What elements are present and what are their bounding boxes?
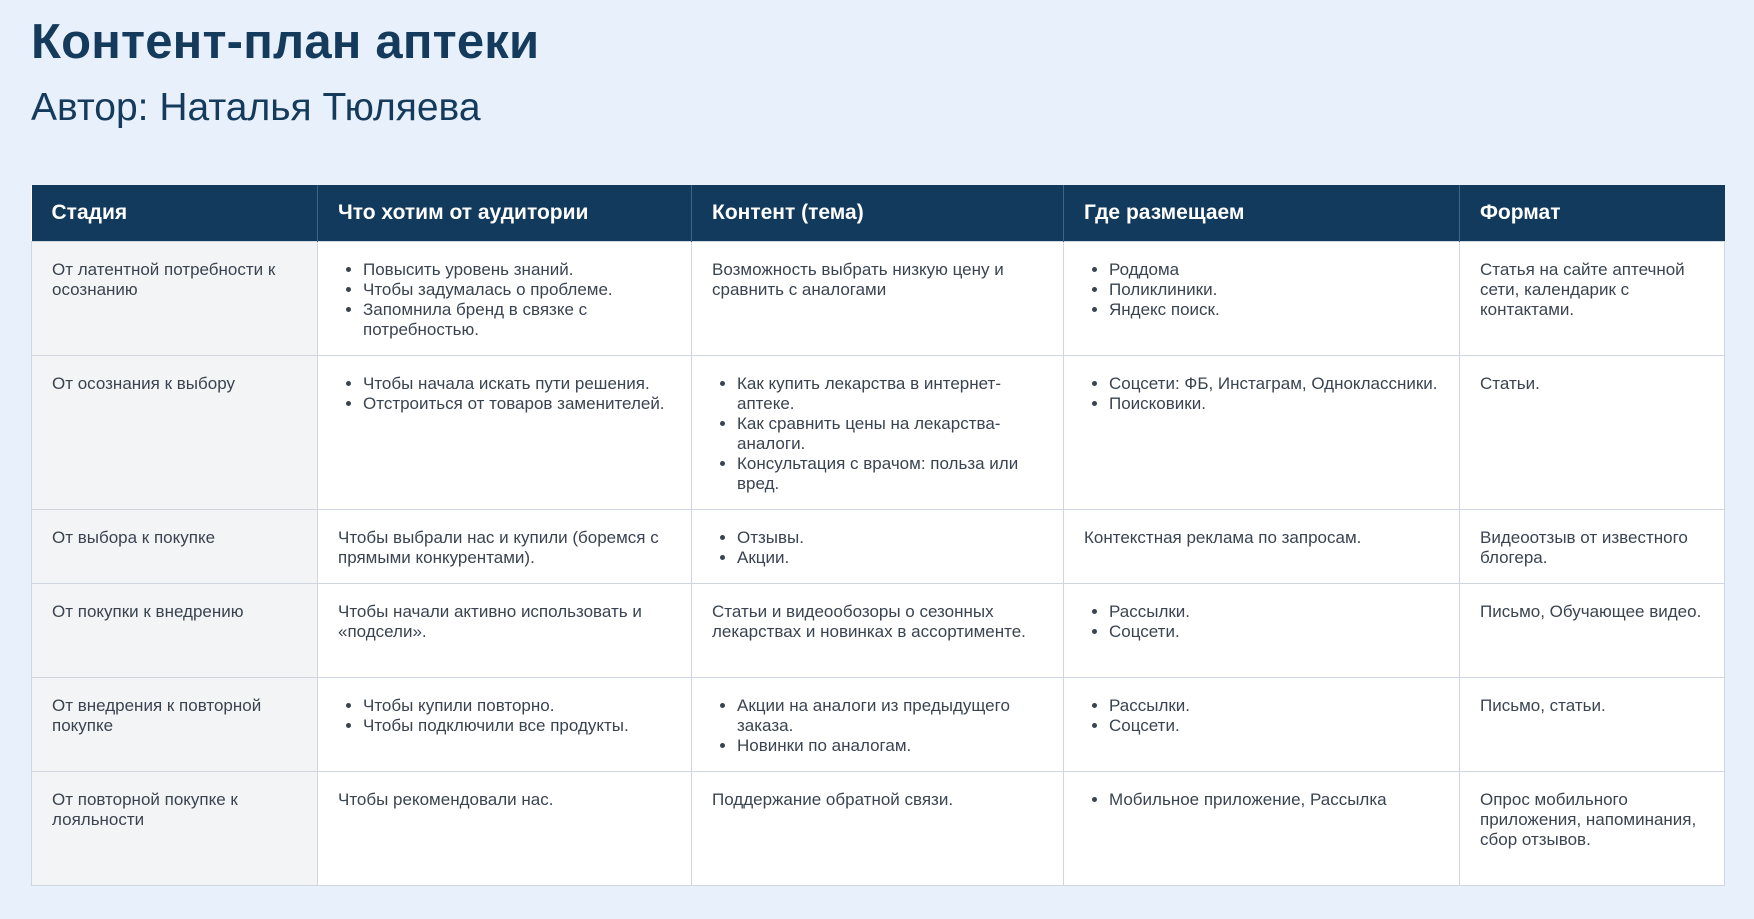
format-cell: Статьи.	[1460, 355, 1725, 509]
goal-cell	[318, 677, 692, 771]
goal-cell: Чтобы начали активно использовать и «подсели».	[318, 583, 692, 677]
list-item: • Акции.	[737, 548, 1043, 568]
content-cell	[692, 355, 1064, 509]
header-placement: Где размещаем	[1064, 185, 1460, 241]
goal-list	[338, 260, 671, 340]
page-title: Контент-план аптеки	[31, 15, 540, 69]
format-cell: Видеоотзыв от известного блогера.	[1460, 509, 1725, 583]
content-cell: Поддержание обратной связи.	[692, 771, 1064, 885]
goal-cell: Чтобы выбрали нас и купили (боремся с прямыми конкурентами).	[318, 509, 692, 583]
placement-cell	[1064, 241, 1460, 355]
format-cell: Письмо, Обучающее видео.	[1460, 583, 1725, 677]
list-item: • Отстроиться от товаров заменителей.	[363, 394, 671, 414]
table-header	[32, 185, 1725, 241]
goal-list	[338, 374, 671, 414]
format-cell: Опрос мобильного приложения, напоминания, сбор отзывов.	[1460, 771, 1725, 885]
header-format: Формат	[1460, 185, 1725, 241]
content-list	[712, 696, 1043, 756]
table-row	[32, 241, 1725, 355]
stage-cell: От внедрения к повторной покупке	[32, 677, 318, 771]
table-row	[32, 583, 1725, 677]
list-item: • Поликлиники.	[1109, 280, 1439, 300]
list-item: • Чтобы подключили все продукты.	[363, 716, 671, 736]
stage-cell: От повторной покупке к лояльности	[32, 771, 318, 885]
content-list	[712, 374, 1043, 494]
table-row	[32, 509, 1725, 583]
stage-cell: От выбора к покупке	[32, 509, 318, 583]
table-row	[32, 771, 1725, 885]
placement-list	[1084, 602, 1439, 642]
list-item: • Рассылки.	[1109, 696, 1439, 716]
list-item: • Яндекс поиск.	[1109, 300, 1439, 320]
goal-cell	[318, 241, 692, 355]
goal-cell	[318, 355, 692, 509]
goal-cell: Чтобы рекомендовали нас.	[318, 771, 692, 885]
page-subtitle: Автор: Наталья Тюляева	[31, 86, 481, 129]
list-item: • Соцсети.	[1109, 716, 1439, 736]
goal-list	[338, 696, 671, 736]
list-item: • Мобильное приложение, Рассылка	[1109, 790, 1439, 810]
content-cell: Статьи и видеообозоры о сезонных лекарствах и новинках в ассортименте.	[692, 583, 1064, 677]
list-item: • Новинки по аналогам.	[737, 736, 1043, 756]
list-item: • Акции на аналоги из предыдущего заказа.	[737, 696, 1043, 736]
placement-cell	[1064, 771, 1460, 885]
list-item: • Как купить лекарства в интернет-аптеке.	[737, 374, 1043, 414]
header-content: Контент (тема)	[692, 185, 1064, 241]
content-cell	[692, 677, 1064, 771]
stage-cell: От покупки к внедрению	[32, 583, 318, 677]
placement-list	[1084, 790, 1439, 810]
stage-cell: От латентной потребности к осознанию	[32, 241, 318, 355]
placement-cell	[1064, 355, 1460, 509]
table-body	[32, 241, 1725, 885]
placement-list	[1084, 374, 1439, 414]
list-item: • Чтобы начала искать пути решения.	[363, 374, 671, 394]
header-row	[32, 185, 1725, 241]
placement-list	[1084, 696, 1439, 736]
content-cell: Возможность выбрать низкую цену и сравнить с аналогами	[692, 241, 1064, 355]
placement-cell: Контекстная реклама по запросам.	[1064, 509, 1460, 583]
header-goal: Что хотим от аудитории	[318, 185, 692, 241]
stage-cell: От осознания к выбору	[32, 355, 318, 509]
list-item: • Чтобы задумалась о проблеме.	[363, 280, 671, 300]
list-item: • Соцсети.	[1109, 622, 1439, 642]
table-row	[32, 355, 1725, 509]
list-item: • Повысить уровень знаний.	[363, 260, 671, 280]
list-item: • Отзывы.	[737, 528, 1043, 548]
content-cell	[692, 509, 1064, 583]
placement-cell	[1064, 677, 1460, 771]
list-item: • Запомнила бренд в связке с потребностью.	[363, 300, 671, 340]
format-cell: Письмо, статьи.	[1460, 677, 1725, 771]
list-item: • Чтобы купили повторно.	[363, 696, 671, 716]
list-item: • Роддома	[1109, 260, 1439, 280]
format-cell: Статья на сайте аптечной сети, календарик с контактами.	[1460, 241, 1725, 355]
content-list	[712, 528, 1043, 568]
list-item: • Консультация с врачом: польза или вред.	[737, 454, 1043, 494]
placement-cell	[1064, 583, 1460, 677]
placement-list	[1084, 260, 1439, 320]
header-stage: Стадия	[32, 185, 318, 241]
list-item: • Соцсети: ФБ, Инстаграм, Одноклассники.	[1109, 374, 1439, 394]
table-row	[32, 677, 1725, 771]
list-item: • Поисковики.	[1109, 394, 1439, 414]
list-item: • Рассылки.	[1109, 602, 1439, 622]
content-plan-table	[31, 185, 1725, 886]
list-item: • Как сравнить цены на лекарства-аналоги.	[737, 414, 1043, 454]
